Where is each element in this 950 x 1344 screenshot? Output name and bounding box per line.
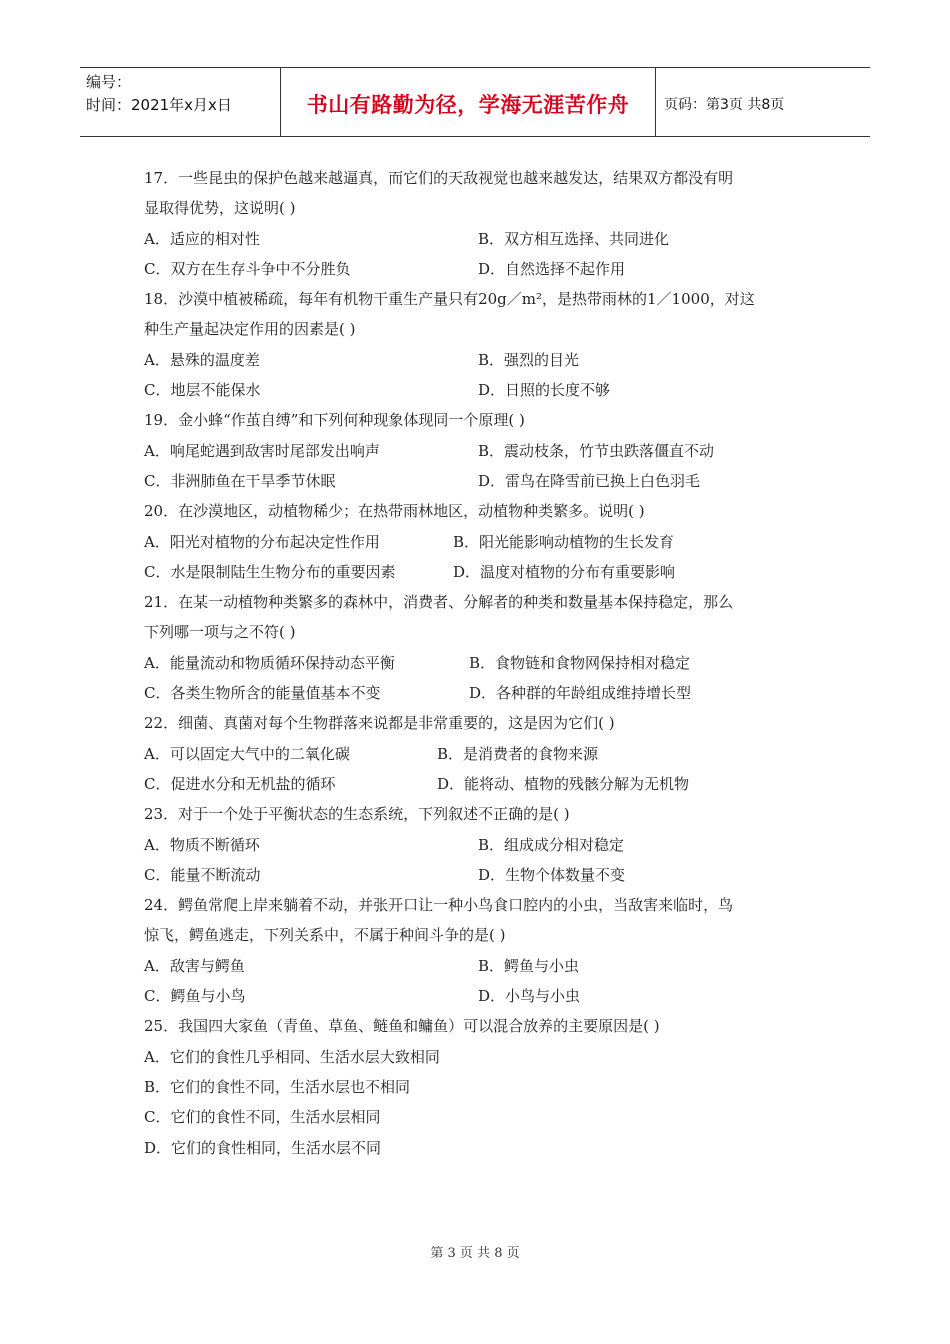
code-label: 编号：: [86, 73, 132, 91]
answer-option: A．阳光对植物的分布起决定性作用: [144, 532, 380, 551]
option-row: [144, 254, 814, 284]
question-stem-line: 19．金小蜂“作茧自缚”和下列何种现象体现同一个原理( ): [144, 411, 525, 430]
option-row: [144, 860, 814, 890]
question-block: [144, 1011, 814, 1162]
question-stem-line: 显取得优势，这说明( ): [144, 199, 296, 218]
answer-option: C．各类生物所含的能量值基本不变: [144, 684, 381, 703]
question-block: [144, 890, 814, 1011]
option-row: [144, 436, 814, 466]
answer-option: A．响尾蛇遇到敌害时尾部发出响声: [144, 441, 380, 460]
answer-option: C．水是限制陆生生物分布的重要因素: [144, 562, 396, 581]
answer-option: D．各种群的年龄组成维持增长型: [469, 684, 692, 703]
answer-option: D．生物个体数量不变: [478, 865, 626, 884]
question-list: [144, 163, 814, 1163]
answer-option: C．鳄鱼与小鸟: [144, 987, 246, 1006]
question-stem-line: 种生产量起决定作用的因素是( ): [144, 320, 356, 339]
question-stem-line: 惊飞，鳄鱼逃走，下列关系中，不属于种间斗争的是( ): [144, 926, 506, 945]
option-row: [144, 981, 814, 1011]
answer-option: D．雷鸟在降雪前已换上白色羽毛: [478, 471, 701, 490]
answer-option: A．能量流动和物质循环保持动态平衡: [144, 653, 395, 672]
question-block: [144, 284, 814, 405]
header-motto: 书山有路勤为径，学海无涯苦作舟: [280, 68, 656, 136]
answer-option: B．强烈的目光: [478, 350, 580, 369]
header-meta: [80, 68, 280, 136]
answer-option: A．可以固定大气中的二氧化碳: [144, 744, 350, 763]
question-stem-line: 17．一些昆虫的保护色越来越逼真，而它们的天敌视觉也越来越发达，结果双方都没有明: [144, 169, 734, 187]
option-row: [144, 557, 814, 587]
answer-option: C．它们的食性不同，生活水层相同: [144, 1108, 381, 1127]
option-row: [144, 375, 814, 405]
answer-option: C．地层不能保水: [144, 381, 261, 400]
answer-option: A．敌害与鳄鱼: [144, 956, 245, 975]
answer-option: C．非洲肺鱼在干旱季节休眠: [144, 471, 336, 490]
answer-option: D．它们的食性相同，生活水层不同: [144, 1138, 382, 1157]
answer-option: B．是消费者的食物来源: [437, 744, 599, 763]
option-row: [144, 951, 814, 981]
header-page-info: 页码：第3页 共8页: [664, 97, 785, 113]
answer-option: B．它们的食性不同，生活水层也不相同: [144, 1077, 411, 1096]
option-row: [144, 345, 814, 375]
option-row: [144, 830, 814, 860]
time-label: 时间：2021年x月x日: [86, 96, 232, 114]
option-row: [144, 1072, 814, 1102]
question-stem-line: 21．在某一动植物种类繁多的森林中，消费者、分解者的种类和数量基本保持稳定，那么: [144, 593, 734, 612]
option-row: [144, 1042, 814, 1072]
answer-option: B．阳光能影响动植物的生长发育: [453, 532, 675, 551]
answer-option: C．促进水分和无机盐的循环: [144, 774, 336, 793]
answer-option: D．自然选择不起作用: [478, 259, 626, 278]
answer-option: B．组成成分相对稳定: [478, 835, 625, 854]
answer-option: C．能量不断流动: [144, 865, 261, 884]
answer-option: D．能将动、植物的残骸分解为无机物: [437, 774, 690, 793]
answer-option: B．鳄鱼与小虫: [478, 956, 580, 975]
question-block: [144, 799, 814, 890]
question-block: [144, 405, 814, 496]
question-block: [144, 496, 814, 587]
option-row: [144, 769, 814, 799]
answer-option: A．它们的食性几乎相同、生活水层大致相同: [144, 1047, 440, 1066]
page-footer: 第 3 页 共 8 页: [430, 1246, 520, 1261]
question-stem-line: 22．细菌、真菌对每个生物群落来说都是非常重要的，这是因为它们( ): [144, 714, 615, 733]
option-row: [144, 1102, 814, 1132]
question-stem-line: 24．鳄鱼常爬上岸来躺着不动，并张开口让一种小鸟食口腔内的小虫，当敌害来临时，鸟: [144, 896, 734, 915]
question-stem-line: 25．我国四大家鱼（青鱼、草鱼、鲢鱼和鳙鱼）可以混合放养的主要原因是( ): [144, 1017, 660, 1036]
answer-option: B．食物链和食物网保持相对稳定: [469, 653, 691, 672]
page-header: [80, 67, 870, 137]
answer-option: A．悬殊的温度差: [144, 350, 260, 369]
answer-option: B．双方相互选择、共同进化: [478, 229, 670, 248]
question-block: [144, 163, 814, 284]
answer-option: D．温度对植物的分布有重要影响: [453, 562, 676, 581]
option-row: [144, 1133, 814, 1163]
answer-option: D．小鸟与小虫: [478, 987, 581, 1006]
question-block: [144, 587, 814, 708]
question-stem-line: 23．对于一个处于平衡状态的生态系统，下列叙述不正确的是( ): [144, 805, 570, 824]
answer-option: B．震动枝条，竹节虫跌落僵直不动: [478, 441, 715, 460]
question-stem-line: 18．沙漠中植被稀疏，每年有机物干重生产量只有20g／m²，是热带雨林的1／1000，对这: [144, 290, 755, 309]
answer-option: A．物质不断循环: [144, 835, 260, 854]
question-stem-line: 20．在沙漠地区，动植物稀少；在热带雨林地区，动植物种类繁多。说明( ): [144, 502, 645, 521]
option-row: [144, 224, 814, 254]
option-row: [144, 678, 814, 708]
question-stem-line: 下列哪一项与之不符( ): [144, 623, 296, 642]
option-row: [144, 648, 814, 678]
question-block: [144, 708, 814, 799]
answer-option: A．适应的相对性: [144, 229, 260, 248]
option-row: [144, 739, 814, 769]
answer-option: D．日照的长度不够: [478, 381, 611, 400]
answer-option: C．双方在生存斗争中不分胜负: [144, 259, 351, 278]
option-row: [144, 527, 814, 557]
option-row: [144, 466, 814, 496]
